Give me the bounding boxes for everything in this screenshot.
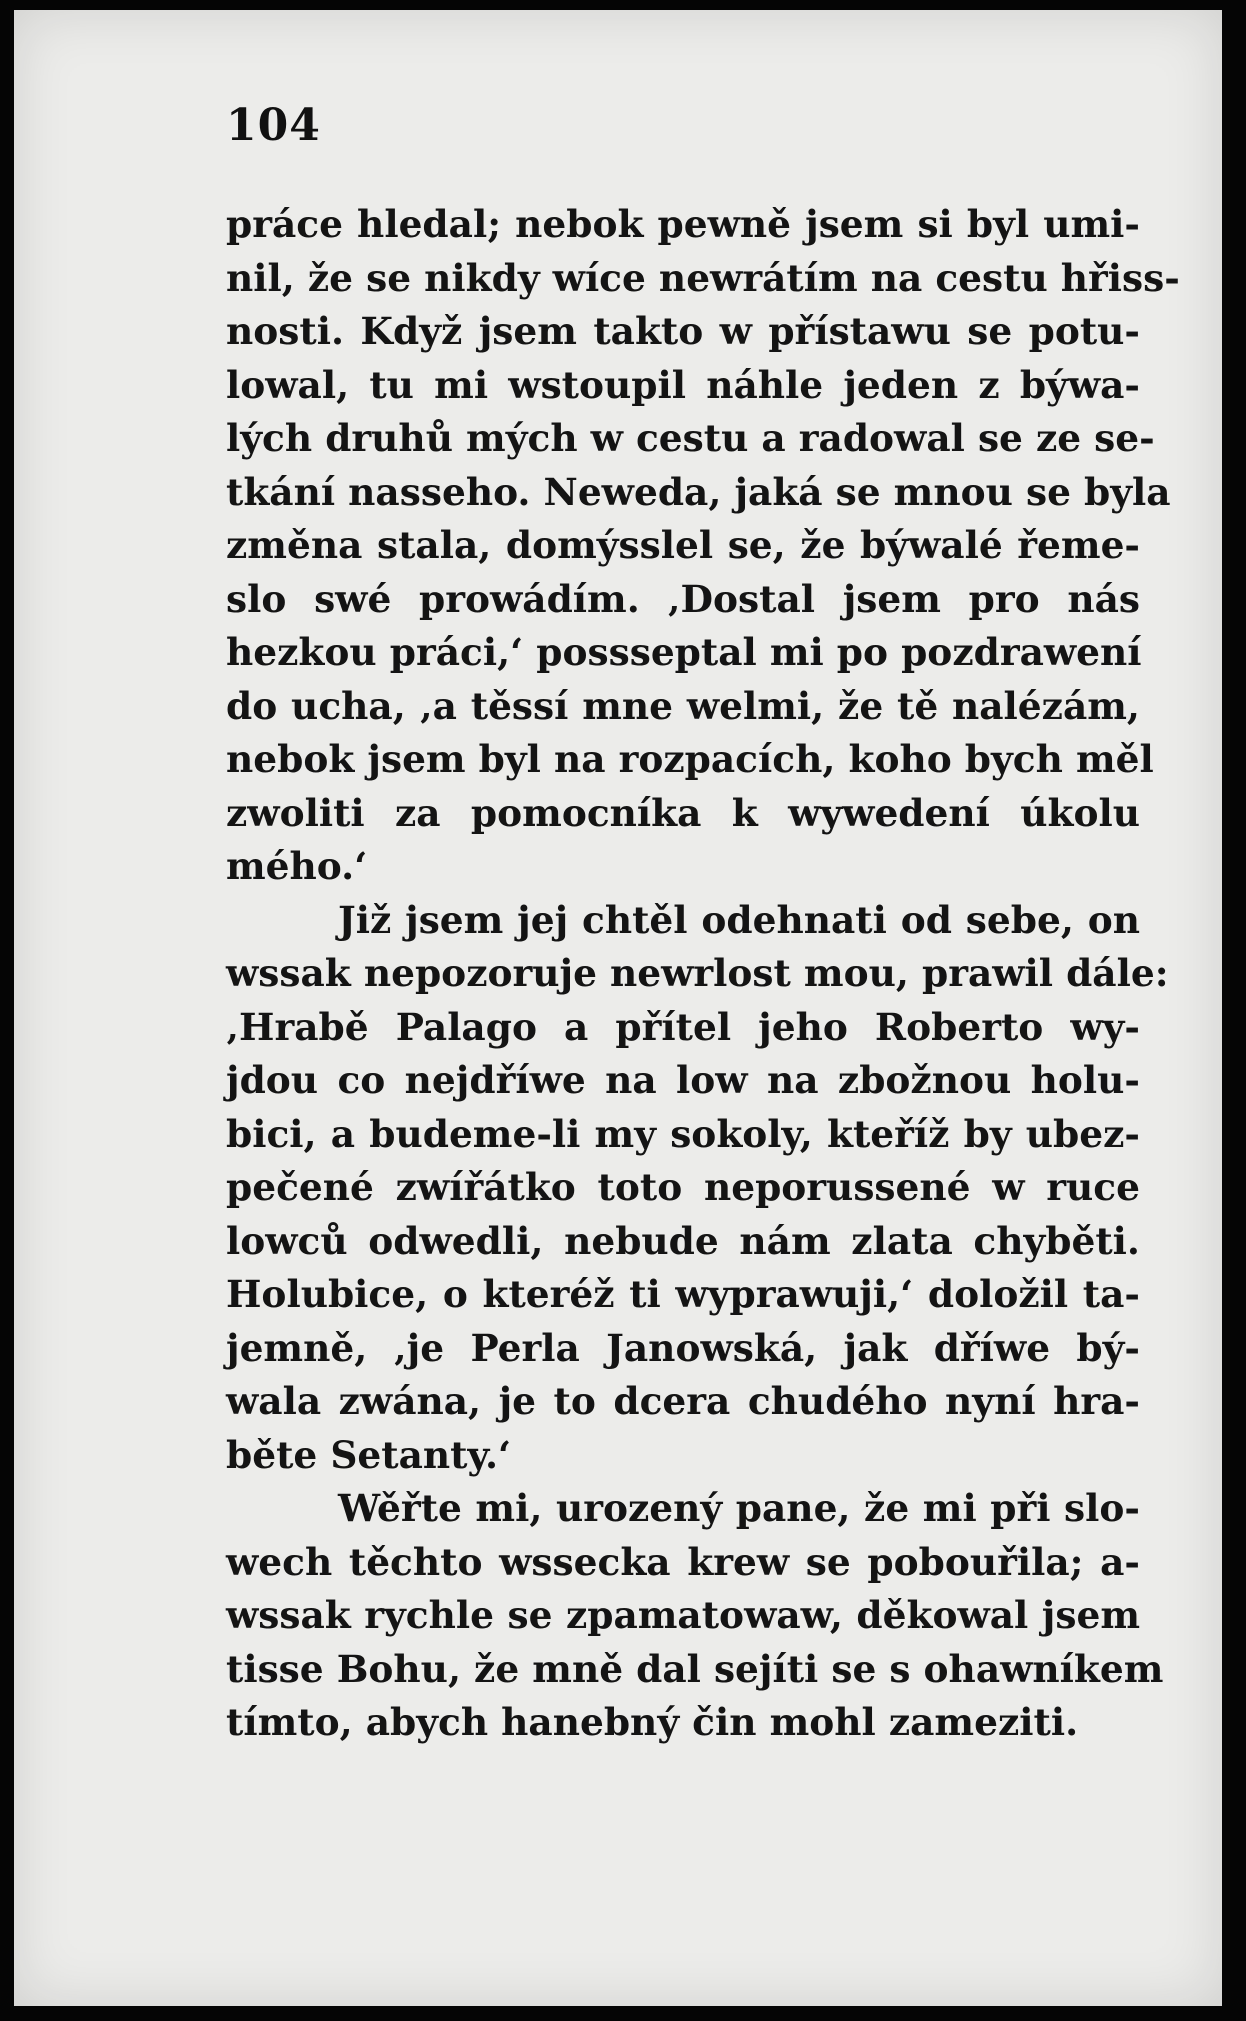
text-line: jemně, ‚je Perla Janowská, jak dříwe bý- xyxy=(226,1325,1140,1370)
text-line: nebok jsem byl na rozpacích, koho bych měl xyxy=(226,737,1154,781)
text-line: do ucha, ‚a těssí mne welmi, že tě nalézám, xyxy=(226,683,1140,728)
text-line: wssak nepozoruje newrlost mou, prawil dále: xyxy=(226,951,1169,995)
text-line: běte Setanty.‘ xyxy=(226,1432,512,1477)
text-line: práce hledal; nebok pewně jsem si byl umi- xyxy=(226,202,1140,246)
text-line: nil, že se nikdy wíce newrátím na cestu hřiss- xyxy=(226,255,1180,300)
text-line: Holubice, o kteréž ti wyprawuji,‘ doložil ta- xyxy=(226,1272,1140,1316)
text-line: Již jsem jej chtěl odehnati od sebe, on xyxy=(338,897,1140,942)
text-line: zwoliti za pomocníka k wywedení úkolu xyxy=(226,790,1140,835)
text-line: lých druhů mých w cestu a radowal se ze se- xyxy=(226,416,1155,460)
text-line: wssak rychle se zpamatowaw, děkowal jsem xyxy=(226,1593,1140,1637)
book-page xyxy=(14,10,1222,2006)
text-line: bici, a budeme-li my sokoly, kteříž by ubez- xyxy=(226,1111,1140,1156)
body-text xyxy=(226,198,1180,1750)
text-line: Wěřte mi, urozený pane, že mi při slo- xyxy=(338,1486,1140,1530)
paragraph xyxy=(226,894,1169,1483)
text-line: pečené zwířátko toto neporussené w ruce xyxy=(226,1165,1140,1209)
text-line: slo swé prowádím. ‚Dostal jsem pro nás xyxy=(226,576,1140,621)
text-line: lowců odwedli, nebude nám zlata chyběti. xyxy=(226,1218,1140,1263)
text-line: wech těchto wssecka krew se pobouřila; a- xyxy=(226,1539,1140,1584)
text-line: ‚Hrabě Palago a přítel jeho Roberto wy- xyxy=(226,1004,1140,1049)
text-line: jdou co nejdříwe na low na zbožnou holu- xyxy=(226,1058,1140,1102)
text-line: lowal, tu mi wstoupil náhle jeden z býwa- xyxy=(226,362,1140,407)
page-number: 104 xyxy=(226,100,321,151)
text-line: nosti. Když jsem takto w přístawu se potu- xyxy=(226,309,1140,353)
paragraph xyxy=(226,198,1180,894)
text-line: tímto, abych hanebný čin mohl zameziti. xyxy=(226,1700,1079,1744)
text-line: wala zwána, je to dcera chudého nyní hra- xyxy=(226,1379,1140,1423)
paragraph xyxy=(226,1482,1164,1750)
text-line: hezkou práci,‘ possseptal mi po pozdrawení xyxy=(226,630,1142,674)
text-line: změna stala, domýsslel se, že býwalé řeme- xyxy=(226,523,1140,567)
text-line: tisse Bohu, že mně dal sejíti se s ohawníkem xyxy=(226,1646,1164,1691)
text-line: tkání nasseho. Neweda, jaká se mnou se byla xyxy=(226,469,1171,514)
text-line: mého.‘ xyxy=(226,844,368,888)
